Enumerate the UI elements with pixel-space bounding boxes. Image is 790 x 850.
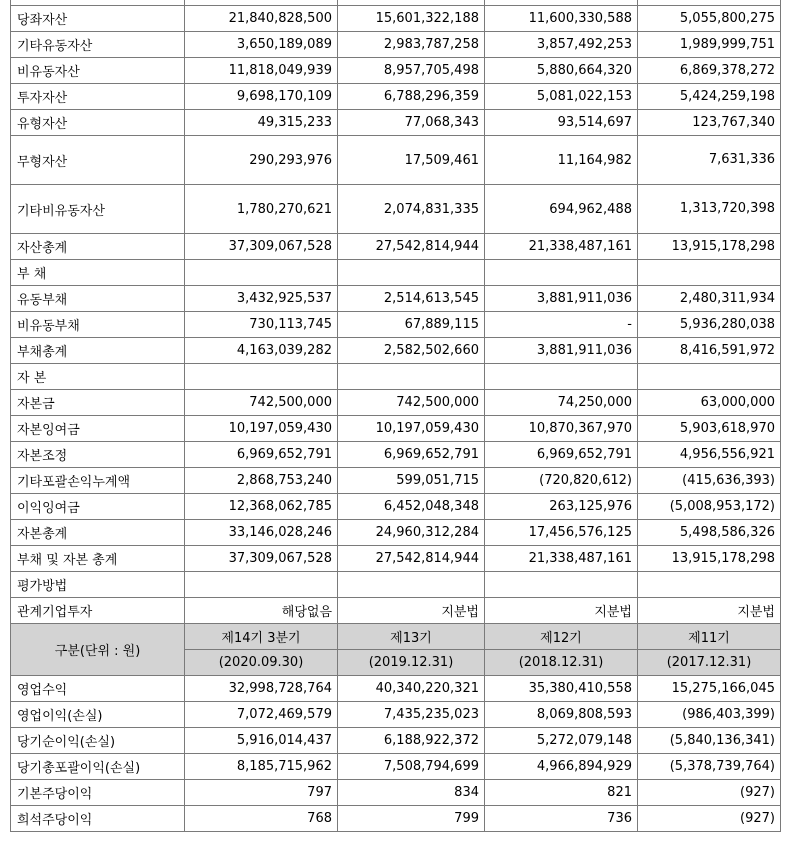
- value-cell: (5,008,953,172): [638, 494, 781, 520]
- row-label: 자본총계: [11, 520, 185, 546]
- table-row: [11, 598, 781, 624]
- value-cell: 74,250,000: [485, 390, 638, 416]
- value-cell: [638, 260, 781, 286]
- row-label: 부 채: [11, 260, 185, 286]
- value-cell: 123,767,340: [638, 110, 781, 136]
- value-cell: 해당없음: [185, 598, 338, 624]
- row-label: 부채 및 자본 총계: [11, 546, 185, 572]
- row-label: 자본잉여금: [11, 416, 185, 442]
- value-cell: -: [485, 312, 638, 338]
- value-cell: 3,881,911,036: [485, 338, 638, 364]
- value-cell: 37,309,067,528: [185, 234, 338, 260]
- row-label: 부채총계: [11, 338, 185, 364]
- value-cell: 8,957,705,498: [338, 58, 485, 84]
- row-label: 기타유동자산: [11, 32, 185, 58]
- value-cell: [638, 364, 781, 390]
- row-label: 비유동자산: [11, 58, 185, 84]
- row-label: 영업수익: [11, 676, 185, 702]
- value-cell: 6,969,652,791: [185, 442, 338, 468]
- value-cell: 4,163,039,282: [185, 338, 338, 364]
- value-cell: 821: [485, 780, 638, 806]
- table-row: [11, 364, 781, 390]
- value-cell: 10,870,367,970: [485, 416, 638, 442]
- table-row: [11, 780, 781, 806]
- value-cell: 11,164,982: [485, 136, 638, 185]
- value-cell: 27,542,814,944: [338, 546, 485, 572]
- value-cell: 6,869,378,272: [638, 58, 781, 84]
- table-row: [11, 546, 781, 572]
- value-cell: 2,582,502,660: [338, 338, 485, 364]
- value-cell: 4,966,894,929: [485, 754, 638, 780]
- value-cell: 지분법: [638, 598, 781, 624]
- period-header-cell: 제13기: [338, 624, 485, 650]
- table-row: [11, 6, 781, 32]
- value-cell: [338, 572, 485, 598]
- value-cell: 5,498,586,326: [638, 520, 781, 546]
- value-cell: 8,416,591,972: [638, 338, 781, 364]
- value-cell: 15,275,166,045: [638, 676, 781, 702]
- value-cell: 1,313,720,398: [638, 185, 781, 234]
- date-header-cell: (2019.12.31): [338, 650, 485, 676]
- value-cell: 13,915,178,298: [638, 546, 781, 572]
- value-cell: 49,315,233: [185, 110, 338, 136]
- table-row: [11, 84, 781, 110]
- unit-header-cell: 구분(단위 : 원): [11, 624, 185, 676]
- value-cell: [185, 364, 338, 390]
- table-row: [11, 234, 781, 260]
- value-cell: [485, 572, 638, 598]
- value-cell: (927): [638, 806, 781, 832]
- value-cell: 5,903,618,970: [638, 416, 781, 442]
- row-label: 자산총계: [11, 234, 185, 260]
- period-header-cell: 제12기: [485, 624, 638, 650]
- value-cell: (927): [638, 780, 781, 806]
- value-cell: 6,969,652,791: [485, 442, 638, 468]
- value-cell: 지분법: [485, 598, 638, 624]
- value-cell: 799: [338, 806, 485, 832]
- value-cell: 5,880,664,320: [485, 58, 638, 84]
- value-cell: (986,403,399): [638, 702, 781, 728]
- table-row: [11, 702, 781, 728]
- value-cell: 742,500,000: [338, 390, 485, 416]
- value-cell: 263,125,976: [485, 494, 638, 520]
- table-row: [11, 728, 781, 754]
- value-cell: 지분법: [338, 598, 485, 624]
- period-header-row: [11, 624, 781, 650]
- value-cell: 7,435,235,023: [338, 702, 485, 728]
- value-cell: 2,074,831,335: [338, 185, 485, 234]
- value-cell: 6,452,048,348: [338, 494, 485, 520]
- value-cell: 797: [185, 780, 338, 806]
- row-label: 이익잉여금: [11, 494, 185, 520]
- value-cell: (5,378,739,764): [638, 754, 781, 780]
- value-cell: 21,338,487,161: [485, 234, 638, 260]
- value-cell: 35,380,410,558: [485, 676, 638, 702]
- value-cell: 2,868,753,240: [185, 468, 338, 494]
- value-cell: [185, 260, 338, 286]
- row-label: 투자자산: [11, 84, 185, 110]
- date-header-cell: (2020.09.30): [185, 650, 338, 676]
- value-cell: 9,698,170,109: [185, 84, 338, 110]
- value-cell: 3,432,925,537: [185, 286, 338, 312]
- value-cell: 768: [185, 806, 338, 832]
- value-cell: [485, 260, 638, 286]
- table-row: [11, 676, 781, 702]
- value-cell: 10,197,059,430: [338, 416, 485, 442]
- value-cell: 4,956,556,921: [638, 442, 781, 468]
- row-label: 무형자산: [11, 136, 185, 185]
- row-label: 비유동부채: [11, 312, 185, 338]
- value-cell: 2,514,613,545: [338, 286, 485, 312]
- value-cell: 93,514,697: [485, 110, 638, 136]
- table-row: [11, 338, 781, 364]
- value-cell: 730,113,745: [185, 312, 338, 338]
- value-cell: 5,055,800,275: [638, 6, 781, 32]
- table-row: [11, 468, 781, 494]
- row-label: 평가방법: [11, 572, 185, 598]
- table-row: [11, 754, 781, 780]
- row-label: 자본금: [11, 390, 185, 416]
- table-row: [11, 806, 781, 832]
- value-cell: 6,188,922,372: [338, 728, 485, 754]
- value-cell: 5,936,280,038: [638, 312, 781, 338]
- value-cell: 1,780,270,621: [185, 185, 338, 234]
- table-row: [11, 136, 781, 185]
- table-row: [11, 416, 781, 442]
- value-cell: 3,650,189,089: [185, 32, 338, 58]
- row-label: 기타비유동자산: [11, 185, 185, 234]
- value-cell: 77,068,343: [338, 110, 485, 136]
- table-row: [11, 572, 781, 598]
- row-label: 자 본: [11, 364, 185, 390]
- date-header-cell: (2017.12.31): [638, 650, 781, 676]
- table-row: [11, 32, 781, 58]
- value-cell: 6,969,652,791: [338, 442, 485, 468]
- value-cell: 24,960,312,284: [338, 520, 485, 546]
- value-cell: 27,542,814,944: [338, 234, 485, 260]
- financial-summary-table: [10, 0, 781, 832]
- value-cell: 834: [338, 780, 485, 806]
- value-cell: [338, 364, 485, 390]
- table-row: [11, 312, 781, 338]
- value-cell: 21,840,828,500: [185, 6, 338, 32]
- table-row: [11, 110, 781, 136]
- value-cell: [485, 364, 638, 390]
- value-cell: 32,998,728,764: [185, 676, 338, 702]
- value-cell: 15,601,322,188: [338, 6, 485, 32]
- value-cell: 1,989,999,751: [638, 32, 781, 58]
- value-cell: 5,081,022,153: [485, 84, 638, 110]
- value-cell: 694,962,488: [485, 185, 638, 234]
- value-cell: 21,338,487,161: [485, 546, 638, 572]
- value-cell: 736: [485, 806, 638, 832]
- row-label: 당기총포괄이익(손실): [11, 754, 185, 780]
- value-cell: 2,480,311,934: [638, 286, 781, 312]
- value-cell: 17,456,576,125: [485, 520, 638, 546]
- value-cell: 7,631,336: [638, 136, 781, 185]
- table-row: [11, 58, 781, 84]
- value-cell: 6,788,296,359: [338, 84, 485, 110]
- row-label: 영업이익(손실): [11, 702, 185, 728]
- value-cell: 8,185,715,962: [185, 754, 338, 780]
- value-cell: [185, 572, 338, 598]
- value-cell: 8,069,808,593: [485, 702, 638, 728]
- row-label: 당기순이익(손실): [11, 728, 185, 754]
- table-row: [11, 185, 781, 234]
- row-label: 기타포괄손익누계액: [11, 468, 185, 494]
- value-cell: 3,881,911,036: [485, 286, 638, 312]
- value-cell: 5,916,014,437: [185, 728, 338, 754]
- value-cell: 5,424,259,198: [638, 84, 781, 110]
- value-cell: 11,818,049,939: [185, 58, 338, 84]
- value-cell: 742,500,000: [185, 390, 338, 416]
- value-cell: 12,368,062,785: [185, 494, 338, 520]
- value-cell: 67,889,115: [338, 312, 485, 338]
- table-row: [11, 390, 781, 416]
- value-cell: 11,600,330,588: [485, 6, 638, 32]
- period-header-cell: 제14기 3분기: [185, 624, 338, 650]
- value-cell: 599,051,715: [338, 468, 485, 494]
- period-header-cell: 제11기: [638, 624, 781, 650]
- value-cell: 3,857,492,253: [485, 32, 638, 58]
- value-cell: 37,309,067,528: [185, 546, 338, 572]
- value-cell: 40,340,220,321: [338, 676, 485, 702]
- row-label: 희석주당이익: [11, 806, 185, 832]
- table-row: [11, 494, 781, 520]
- value-cell: 7,072,469,579: [185, 702, 338, 728]
- value-cell: 2,983,787,258: [338, 32, 485, 58]
- value-cell: 10,197,059,430: [185, 416, 338, 442]
- row-label: 유동부채: [11, 286, 185, 312]
- value-cell: (415,636,393): [638, 468, 781, 494]
- value-cell: (720,820,612): [485, 468, 638, 494]
- row-label: 유형자산: [11, 110, 185, 136]
- value-cell: 63,000,000: [638, 390, 781, 416]
- value-cell: 7,508,794,699: [338, 754, 485, 780]
- value-cell: [638, 572, 781, 598]
- row-label: 기본주당이익: [11, 780, 185, 806]
- value-cell: [338, 260, 485, 286]
- value-cell: 13,915,178,298: [638, 234, 781, 260]
- value-cell: 17,509,461: [338, 136, 485, 185]
- row-label: 자본조정: [11, 442, 185, 468]
- table-row: [11, 286, 781, 312]
- date-header-cell: (2018.12.31): [485, 650, 638, 676]
- value-cell: 33,146,028,246: [185, 520, 338, 546]
- table-row: [11, 442, 781, 468]
- value-cell: 290,293,976: [185, 136, 338, 185]
- value-cell: (5,840,136,341): [638, 728, 781, 754]
- table-row: [11, 520, 781, 546]
- row-label: 당좌자산: [11, 6, 185, 32]
- row-label: 관계기업투자: [11, 598, 185, 624]
- value-cell: 5,272,079,148: [485, 728, 638, 754]
- table-row: [11, 260, 781, 286]
